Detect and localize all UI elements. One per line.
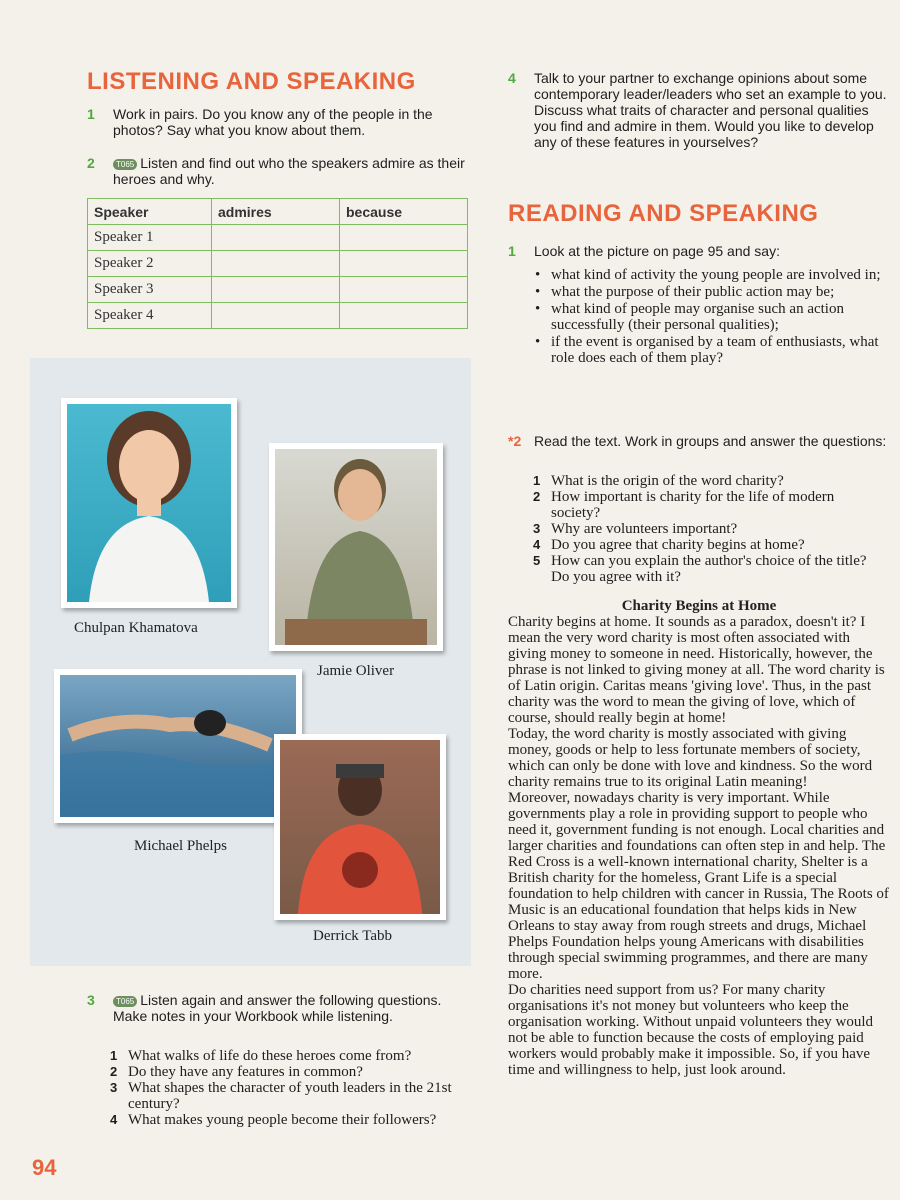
photo-caption: Michael Phelps bbox=[134, 838, 227, 854]
task-text: Read the text. Work in groups and answer the questions: bbox=[534, 433, 887, 449]
list-item: 5 How can you explain the author's choice of the title? Do you agree with it? bbox=[533, 553, 867, 585]
task-text: Work in pairs. Do you know any of the people in the photos? Say what you know about them. bbox=[113, 106, 433, 138]
task-text: Listen and find out who the speakers admire as their heroes and why. bbox=[113, 155, 465, 187]
table-cell: Speaker 3 bbox=[88, 277, 212, 303]
reading-task-1 bbox=[508, 243, 893, 259]
article-paragraph: Moreover, nowadays charity is very important. While governments play a role in providing support to people who need it, government funding is not enough. Local charities and larger charities and foundations can often step in and help. The Red Cross is a well-known international charity, Shelter is a British charity for the homeless, Grant Life is a special foundation to help children with cancer in Russia, The Roots of Music is an educational foundation that helps kids in New Orleans to stay away from rough streets and drugs, Michael Phelps Foundation helps young Americans with disabilities through special swimming programmes, and there are many more. bbox=[508, 790, 889, 982]
task-number: 3 bbox=[87, 992, 95, 1008]
list-item: • if the event is organised by a team of enthusiasts, what role does each of them play? bbox=[535, 334, 883, 366]
listening-task-2 bbox=[87, 155, 472, 187]
speaker-table bbox=[87, 198, 468, 329]
table-row bbox=[88, 303, 468, 329]
photo-jamie-oliver bbox=[269, 443, 443, 651]
task-4 bbox=[508, 70, 893, 150]
photo-panel bbox=[30, 358, 471, 966]
task-number: 1 bbox=[87, 106, 95, 122]
reading-questions bbox=[533, 473, 883, 585]
task-text: Talk to your partner to exchange opinions about some contemporary leader/leaders who set an example to you. Discuss what traits of character and personal qualities you find and admire in them. Would you like to develop any of these features in yourselves? bbox=[534, 70, 887, 150]
audio-track-badge: T065 bbox=[113, 996, 137, 1007]
article-paragraph: Do charities need support from us? For many charity organisations it's not money but volunteers who keep the organisation working. Without unpaid volunteers they would not be able to function because the costs of employing paid workers would probably make it impossible. So, if you have time and willingness to help, just look around. bbox=[508, 982, 874, 1078]
table-cell: Speaker 2 bbox=[88, 251, 212, 277]
listening-questions bbox=[110, 1048, 460, 1128]
photo-derrick-tabb bbox=[274, 734, 446, 920]
table-cell[interactable] bbox=[340, 225, 468, 251]
table-cell[interactable] bbox=[212, 277, 340, 303]
list-item: 1 What walks of life do these heroes come from? bbox=[110, 1048, 412, 1064]
photo-caption: Jamie Oliver bbox=[317, 663, 395, 679]
table-cell: Speaker 4 bbox=[88, 303, 212, 329]
table-header: Speaker bbox=[88, 199, 212, 225]
list-item: 3 What shapes the character of youth leaders in the 21st century? bbox=[110, 1080, 452, 1112]
list-item: • what kind of people may organise such an action successfully (their personal qualities); bbox=[535, 301, 883, 333]
list-item: 2 How important is charity for the life of modern society? bbox=[533, 489, 835, 521]
task-text: Look at the picture on page 95 and say: bbox=[534, 243, 780, 259]
table-cell[interactable] bbox=[340, 277, 468, 303]
table-cell[interactable] bbox=[340, 303, 468, 329]
list-item: • what the purpose of their public action may be; bbox=[535, 284, 883, 300]
portrait-image bbox=[275, 449, 437, 645]
photo-michael-phelps bbox=[54, 669, 302, 823]
reading-bullets bbox=[535, 267, 883, 367]
photo-chulpan-khamatova bbox=[61, 398, 237, 608]
task-number: 2 bbox=[87, 155, 95, 171]
table-row bbox=[88, 251, 468, 277]
listening-task-3 bbox=[87, 992, 472, 1024]
list-item: 4 What makes young people become their followers? bbox=[110, 1112, 437, 1128]
photo-caption: Chulpan Khamatova bbox=[74, 620, 198, 636]
task-number: 1 bbox=[508, 243, 516, 259]
listening-task-1 bbox=[87, 106, 472, 138]
table-cell[interactable] bbox=[212, 251, 340, 277]
section-title-reading: READING AND SPEAKING bbox=[508, 200, 819, 227]
article-paragraph: Charity begins at home. It sounds as a paradox, doesn't it? I mean the very word charity is most often associated with giving money to someone in need. Historically, however, the phrase is not linked to giving money at all. The word charity is of Latin origin. Caritas means 'giving love'. Thus, in the past charity was the word to mean the giving of love, which of course, should really begin at home! bbox=[508, 614, 885, 726]
article-paragraph: Today, the word charity is mostly associated with giving money, goods or help to less fortunate members of society, which can only be done with love and kindness. So the word charity remains true to its original Latin meaning! bbox=[508, 726, 873, 790]
article bbox=[508, 598, 890, 1078]
list-item: 2 Do they have any features in common? bbox=[110, 1064, 363, 1080]
table-header: because bbox=[340, 199, 468, 225]
task-text: Listen again and answer the following questions. Make notes in your Workbook while listening. bbox=[113, 992, 442, 1024]
list-item: 4 Do you agree that charity begins at home? bbox=[533, 537, 805, 553]
page-number: 94 bbox=[32, 1155, 57, 1180]
table-header: admires bbox=[212, 199, 340, 225]
list-item: • what kind of activity the young people are involved in; bbox=[535, 267, 883, 283]
task-number: 4 bbox=[508, 70, 516, 86]
photo-caption: Derrick Tabb bbox=[313, 928, 393, 944]
table-row bbox=[88, 277, 468, 303]
table-cell[interactable] bbox=[212, 303, 340, 329]
table-cell[interactable] bbox=[340, 251, 468, 277]
article-title: Charity Begins at Home bbox=[621, 598, 777, 614]
table-header-row bbox=[88, 199, 468, 225]
portrait-image bbox=[280, 740, 440, 914]
list-item: 3 Why are volunteers important? bbox=[533, 521, 738, 537]
table-cell[interactable] bbox=[212, 225, 340, 251]
task-number: *2 bbox=[508, 433, 522, 449]
table-row bbox=[88, 225, 468, 251]
portrait-image bbox=[60, 675, 296, 817]
section-title-listening: LISTENING AND SPEAKING bbox=[87, 68, 416, 95]
table-cell: Speaker 1 bbox=[88, 225, 212, 251]
reading-task-2 bbox=[508, 433, 893, 449]
audio-track-badge: T065 bbox=[113, 159, 137, 170]
list-item: 1 What is the origin of the word charity? bbox=[533, 473, 784, 489]
portrait-image bbox=[67, 404, 231, 602]
